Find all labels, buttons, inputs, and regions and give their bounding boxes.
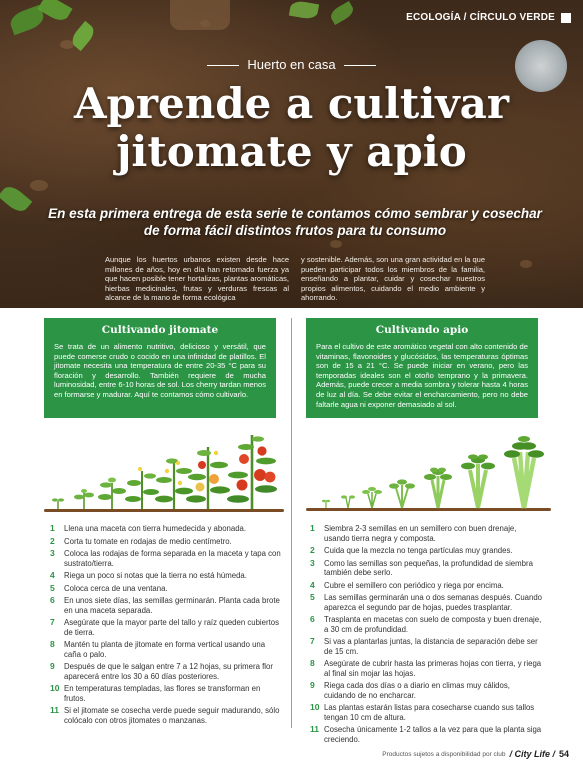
tomato-stage-6 — [186, 447, 230, 509]
tomato-box-text: Se trata de un alimento nutritivo, delicioso y versátil, que puede comerse crudo o cocido en una infinidad de platillos. El jitomate necesita una temperatura de entre 20-35 °C para su floración y desarrollo. También requiere de mucha luminosidad, entre 6-10 horas de sol. Los cherry tardan menos en formarse y madurar. Aquí te contamos cómo cultivarlo. — [54, 342, 266, 399]
soil-texture — [520, 260, 532, 268]
page-number: 54 — [558, 749, 569, 759]
list-item: 7 Si vas a plantarlas juntas, la distancia de separación debe ser de 15 cm. — [310, 636, 538, 656]
intro-paragraph: Aunque los huertos urbanos existen desde hace millones de años, hoy en día han retomado fuerza ya que hacen posible tener hortalizas, plantas aromáticas, hierbas medicinales, frutas y verduras frescas al alcance de la mano de forma ecológica — [105, 255, 289, 302]
leaf-decoration — [0, 182, 32, 215]
soil-texture — [330, 240, 342, 248]
list-item: 6 Trasplanta en macetas con suelo de composta y buen drenaje, a 30 cm de profundidad. — [310, 614, 542, 634]
list-item: 3 Como las semillas son pequeñas, la profundidad de siembra también debe serlo. — [310, 557, 533, 577]
tomato-stage-1 — [52, 498, 64, 509]
celery-stage-1 — [322, 500, 330, 508]
celery-steps-list — [310, 524, 542, 747]
list-item: 10 En temperaturas templadas, las flores se transforman en frutos. — [50, 683, 261, 703]
list-item: 11 Si el jitomate se cosecha verde puede seguir madurando, sólo colócalo con otros jitomates o manzanas. — [50, 705, 280, 725]
list-item: 11 Cosecha únicamente 1-2 tallos a la vez para que la planta siga creciendo. — [310, 724, 542, 744]
garden-tool-icon — [170, 0, 230, 30]
list-item: 3 Coloca las rodajas de forma separada en la maceta y tapa con sustrato/tierra. — [50, 548, 281, 568]
footer-brand: / City Life / — [509, 749, 555, 759]
section-tag: ECOLOGÍA / CÍRCULO VERDE — [406, 12, 571, 23]
square-icon — [561, 13, 571, 23]
leaf-decoration — [328, 1, 356, 25]
tomato-stage-2 — [74, 489, 94, 509]
celery-stage-7 — [504, 436, 544, 508]
list-item: 1 Llena una maceta con tierra humedecida y abonada. — [50, 523, 247, 533]
tomato-steps-list — [50, 524, 282, 728]
list-item: 8 Mantén tu planta de jitomate en forma vertical usando una caña o palo. — [50, 639, 266, 659]
celery-box-title: Cultivando apio — [375, 324, 469, 336]
soil-line — [306, 508, 551, 511]
tomato-growth-illustration — [44, 425, 284, 515]
list-item: 5 Coloca cerca de una ventana. — [50, 582, 168, 593]
list-item: 9 Después de que le salgan entre 7 a 12 hojas, su primera flor aparecerá entre los 30 a 60 días posteriores. — [50, 661, 273, 681]
list-item: 4 Riega un poco si notas que la tierra no está húmeda. — [50, 570, 247, 580]
list-item: 6 En unos siete días, las semillas germinarán. Planta cada brote en una maceta separada. — [50, 595, 280, 615]
page-title: Aprende a cultivar jitomate y apio — [73, 79, 510, 176]
list-item: 2 Cuida que la mezcla no tenga partículas muy grandes. — [310, 545, 513, 555]
page-footer — [382, 749, 569, 759]
leaf-decoration — [38, 0, 73, 24]
celery-stage-2 — [341, 495, 355, 508]
column-divider — [291, 318, 292, 728]
celery-stage-5 — [424, 468, 452, 508]
dash-left — [207, 65, 239, 66]
celery-box-text: Para el cultivo de este aromático vegetal con alto contenido de vitaminas, flavonoides y glucósidos, las temperaturas óptimas son de 15 a 21 °C. Se puede iniciar en verano, pero las temporadas ideales son el otoño temprano y la primavera. Además, puede crecer a media sombra y tolerar hasta 4 horas de luz al día. Se debe evitar el encharcamiento, pero no debe faltarle agua ni exponer demasiado al sol. — [316, 342, 528, 409]
tomato-stage-5 — [155, 458, 193, 509]
soil-texture — [30, 180, 48, 191]
list-item: 8 Asegúrate de cubrir hasta las primeras hojas con tierra, y riega al final sin mojar las hojas. — [310, 658, 542, 678]
tomato-box-title: Cultivando jitomate — [101, 324, 219, 336]
tomato-stage-7 — [227, 435, 277, 509]
celery-stage-6 — [461, 454, 495, 508]
intro-text — [105, 255, 485, 303]
dash-right — [344, 65, 376, 66]
celery-growth-illustration — [306, 430, 551, 514]
list-item: 1 Siembra 2-3 semillas en un semillero con buen drenaje, usando tierra negra y composta. — [310, 523, 517, 543]
celery-stage-4 — [389, 479, 415, 508]
celery-info-box — [306, 318, 538, 418]
tomato-stage-3 — [98, 478, 126, 510]
footer-note: Productos sujetos a disponibilidad por club — [382, 750, 506, 758]
list-item: 4 Cubre el semillero con periódico y riega por encima. — [310, 579, 504, 590]
list-item: 5 Las semillas germinarán una o dos semanas después. Cuando aparezca el segundo par de hojas, puedes trasplantar. — [310, 592, 543, 612]
kicker: Huerto en casa — [0, 57, 583, 72]
tomato-stage-4 — [125, 467, 159, 509]
hero-banner — [0, 0, 583, 308]
intro-paragraph: y sostenible. Además, son una gran actividad en la que pueden participar todos los miembros de la familia, enseñando a plantar, cuidar y cosechar nuestros propios alimentos, cuidando el medio ambiente y ahorrando. — [301, 255, 485, 302]
leaf-decoration — [289, 0, 319, 20]
celery-stage-3 — [362, 487, 382, 508]
list-item: 9 Riega cada dos días o a diario en climas muy cálidos, cuidando de no encharcar. — [310, 680, 510, 700]
tomato-info-box — [44, 318, 276, 418]
list-item: 10 Las plantas estarán listas para cosecharse cuando sus tallos tengan 10 cm de altura. — [310, 702, 535, 722]
list-item: 2 Corta tu tomate en rodajas de medio centímetro. — [50, 535, 232, 546]
list-item: 7 Asegúrate que la mayor parte del tallo y raíz queden cubiertos de tierra. — [50, 617, 279, 637]
soil-line — [44, 509, 284, 512]
page-subtitle: En esta primera entrega de esta serie te contamos cómo sembrar y cosechar de forma fácil distintos frutos para tu consumo — [48, 206, 542, 238]
